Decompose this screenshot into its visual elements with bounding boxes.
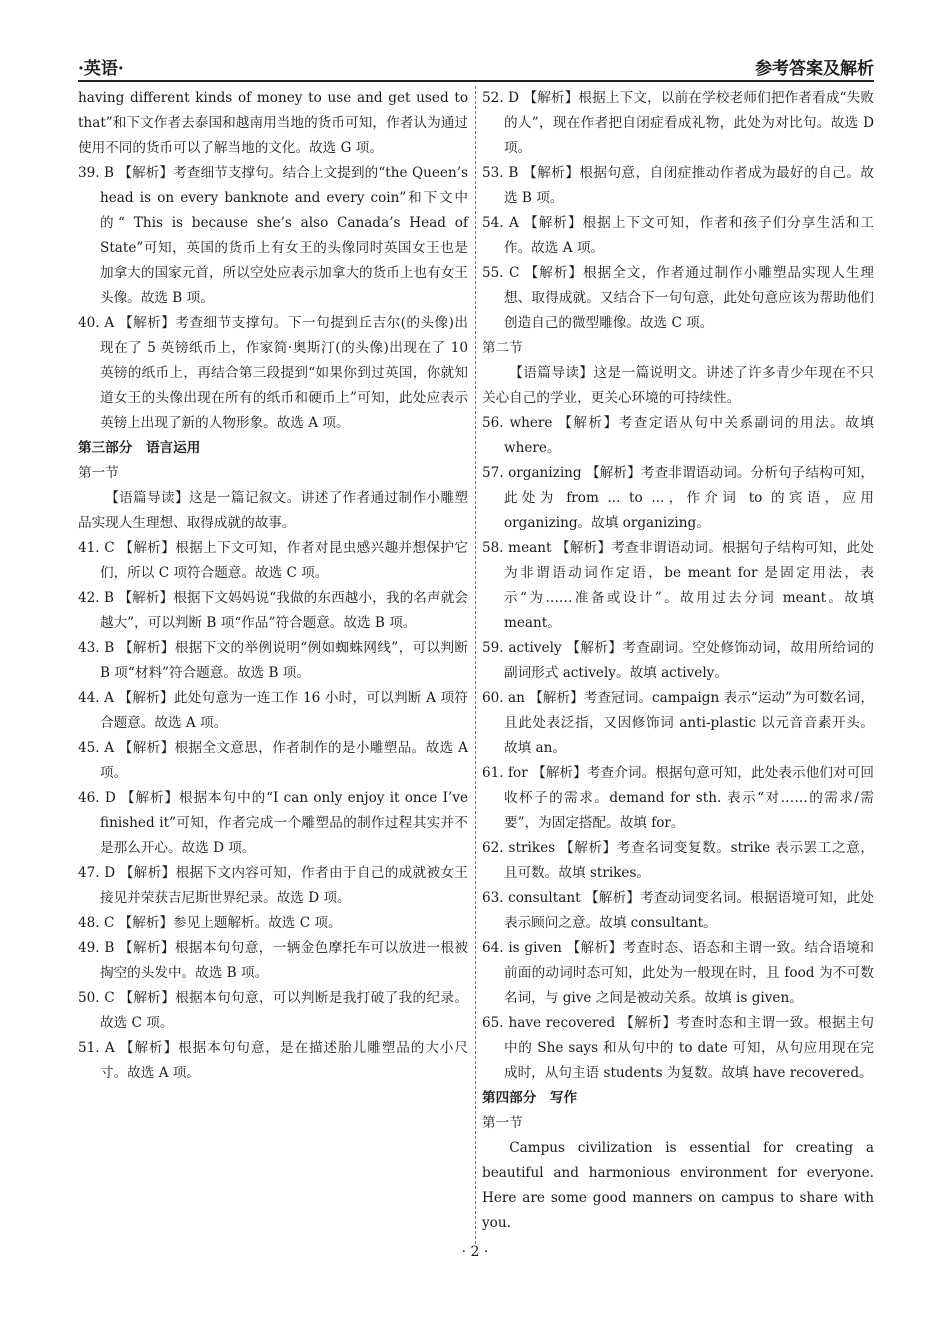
paragraph: having different kinds of money to use and get used to that”和下文作者去泰国和越南用当地的货币可知，作者认为通过使用不同的货币可以了解当地的文化。故选 G 项。: [78, 90, 468, 156]
subsection-title: 第二节: [482, 340, 523, 356]
passage-intro: Campus civilization is essential for creating a beautiful and harmonious environment for everyone. Here are some good manners on campus to share with you.: [482, 1140, 874, 1231]
passage-intro: 【语篇导读】这是一篇说明文。讲述了许多青少年现在不只关心自己的学业，更关心环境的可持续性。: [482, 365, 874, 406]
subsection-title: 第一节: [482, 1115, 523, 1131]
subsection-title: 第一节: [78, 465, 119, 481]
answer-item: 40. A 【解析】考查细节支撑句。下一句提到丘吉尔(的头像)出现在了 5 英镑纸币上，作家简·奥斯汀(的头像)出现在了 10 英镑的纸币上，再结合第三段提到“如果你到过英国，你就知道女王的头像出现在所有的纸币和硬币上”可知，此处应表示英镑上出现了新的人物形象。故选 A 项。: [78, 315, 468, 431]
answer-item: 64. is given 【解析】考查时态、语态和主谓一致。结合语境和前面的动词时态可知，此处为一般现在时，且 food 为不可数名词，与 give 之间是被动关系。故填 is given。: [482, 940, 874, 1006]
answer-item: 50. C 【解析】根据本句句意，可以判断是我打破了我的纪录。故选 C 项。: [78, 990, 468, 1031]
answer-item: 43. B 【解析】根据下文的举例说明“例如蜘蛛网线”，可以判断 B 项“材料”符合题意。故选 B 项。: [78, 640, 468, 681]
answer-item: 42. B 【解析】根据下文妈妈说“我做的东西越小，我的名声就会越大”，可以判断 B 项“作品”符合题意。故选 B 项。: [78, 590, 468, 631]
answer-item: 65. have recovered 【解析】考查时态和主谓一致。根据主句中的 She says 和从句中的 to date 可知，从句应用现在完成时，从句主语 students 为复数。故填 have recovered。: [482, 1015, 874, 1081]
answer-item: 39. B 【解析】考查细节支撑句。结合上文提到的“the Queen’s head is on every banknote and every coin”和下文中的“ This is because she’s also Canada’s Head of State”可知，英国的货币上有女王的头像同时英国女王也是加拿大的国家元首，所以空处应表示加拿大的货币上也有女王头像。故选 B 项。: [78, 165, 468, 306]
answer-item: 55. C 【解析】根据全文，作者通过制作小雕塑品实现人生理想、取得成就。又结合下一句句意，此处句意应该为帮助他们创造自己的微型雕像。故选 C 项。: [482, 265, 874, 331]
right-column: [482, 86, 874, 1236]
section-title: 第四部分 写作: [482, 1090, 578, 1106]
answer-item: 49. B 【解析】根据本句句意，一辆金色摩托车可以放进一根被掏空的头发中。故选 B 项。: [78, 940, 468, 981]
answer-item: 45. A 【解析】根据全文意思，作者制作的是小雕塑品。故选 A 项。: [78, 740, 468, 781]
column-divider: [475, 86, 476, 1244]
answer-item: 52. D 【解析】根据上下文，以前在学校老师们把作者看成“失败的人”，现在作者把自闭症看成礼物，此处为对比句。故选 D 项。: [482, 90, 874, 156]
answer-item: 63. consultant 【解析】考查动词变名词。根据语境可知，此处表示顾问之意。故填 consultant。: [482, 890, 874, 931]
answer-item: 44. A 【解析】此处句意为一连工作 16 小时，可以判断 A 项符合题意。故选 A 项。: [78, 690, 468, 731]
answer-item: 47. D 【解析】根据下文内容可知，作者由于自己的成就被女王接见并荣获吉尼斯世界纪录。故选 D 项。: [78, 865, 468, 906]
answer-item: 62. strikes 【解析】考查名词变复数。strike 表示罢工之意，且可数。故填 strikes。: [482, 840, 874, 881]
answer-item: 53. B 【解析】根据句意，自闭症推动作者成为最好的自己。故选 B 项。: [482, 165, 874, 206]
answer-item: 51. A 【解析】根据本句句意，是在描述胎儿雕塑品的大小尺寸。故选 A 项。: [78, 1040, 468, 1081]
subject-label: ·英语·: [78, 59, 124, 79]
answer-item: 61. for 【解析】考查介词。根据句意可知，此处表示他们对可回收杯子的需求。demand for sth. 表示“对……的需求/需要”，为固定搭配。故填 for。: [482, 765, 874, 831]
answer-item: 48. C 【解析】参见上题解析。故选 C 项。: [78, 915, 342, 931]
passage-intro: 【语篇导读】这是一篇记叙文。讲述了作者通过制作小雕塑品实现人生理想、取得成就的故事。: [78, 490, 468, 531]
answer-item: 41. C 【解析】根据上下文可知，作者对昆虫感兴趣并想保护它们，所以 C 项符合题意。故选 C 项。: [78, 540, 468, 581]
section-title: 第三部分 语言运用: [78, 440, 201, 456]
answer-item: 58. meant 【解析】考查非谓语动词。根据句子结构可知，此处为非谓语动词作定语，be meant for 是固定用法，表示“为……准备或设计”。故用过去分词 meant。故填 meant。: [482, 540, 874, 631]
left-column: [78, 86, 468, 1086]
page-number: · 2 ·: [461, 1244, 489, 1260]
answer-item: 57. organizing 【解析】考查非谓语动词。分析句子结构可知，此处为 from ... to ...，作介词 to 的宾语，应用 organizing。故填 organizing。: [482, 465, 874, 531]
page-header: [78, 50, 874, 82]
answer-item: 46. D 【解析】根据本句中的“I can only enjoy it once I’ve finished it”可知，作者完成一个雕塑品的制作过程其实并不是那么开心。故选 D 项。: [78, 790, 468, 856]
answer-item: 56. where 【解析】考查定语从句中关系副词的用法。故填 where。: [482, 415, 874, 456]
answer-item: 54. A 【解析】根据上下文可知，作者和孩子们分享生活和工作。故选 A 项。: [482, 215, 874, 256]
header-title: 参考答案及解析: [755, 59, 874, 79]
answer-item: 59. actively 【解析】考查副词。空处修饰动词，故用所给词的副词形式 actively。故填 actively。: [482, 640, 874, 681]
answer-item: 60. an 【解析】考查冠词。campaign 表示“运动”为可数名词，且此处表泛指，又因修饰词 anti-plastic 以元音音素开头。故填 an。: [482, 690, 874, 756]
